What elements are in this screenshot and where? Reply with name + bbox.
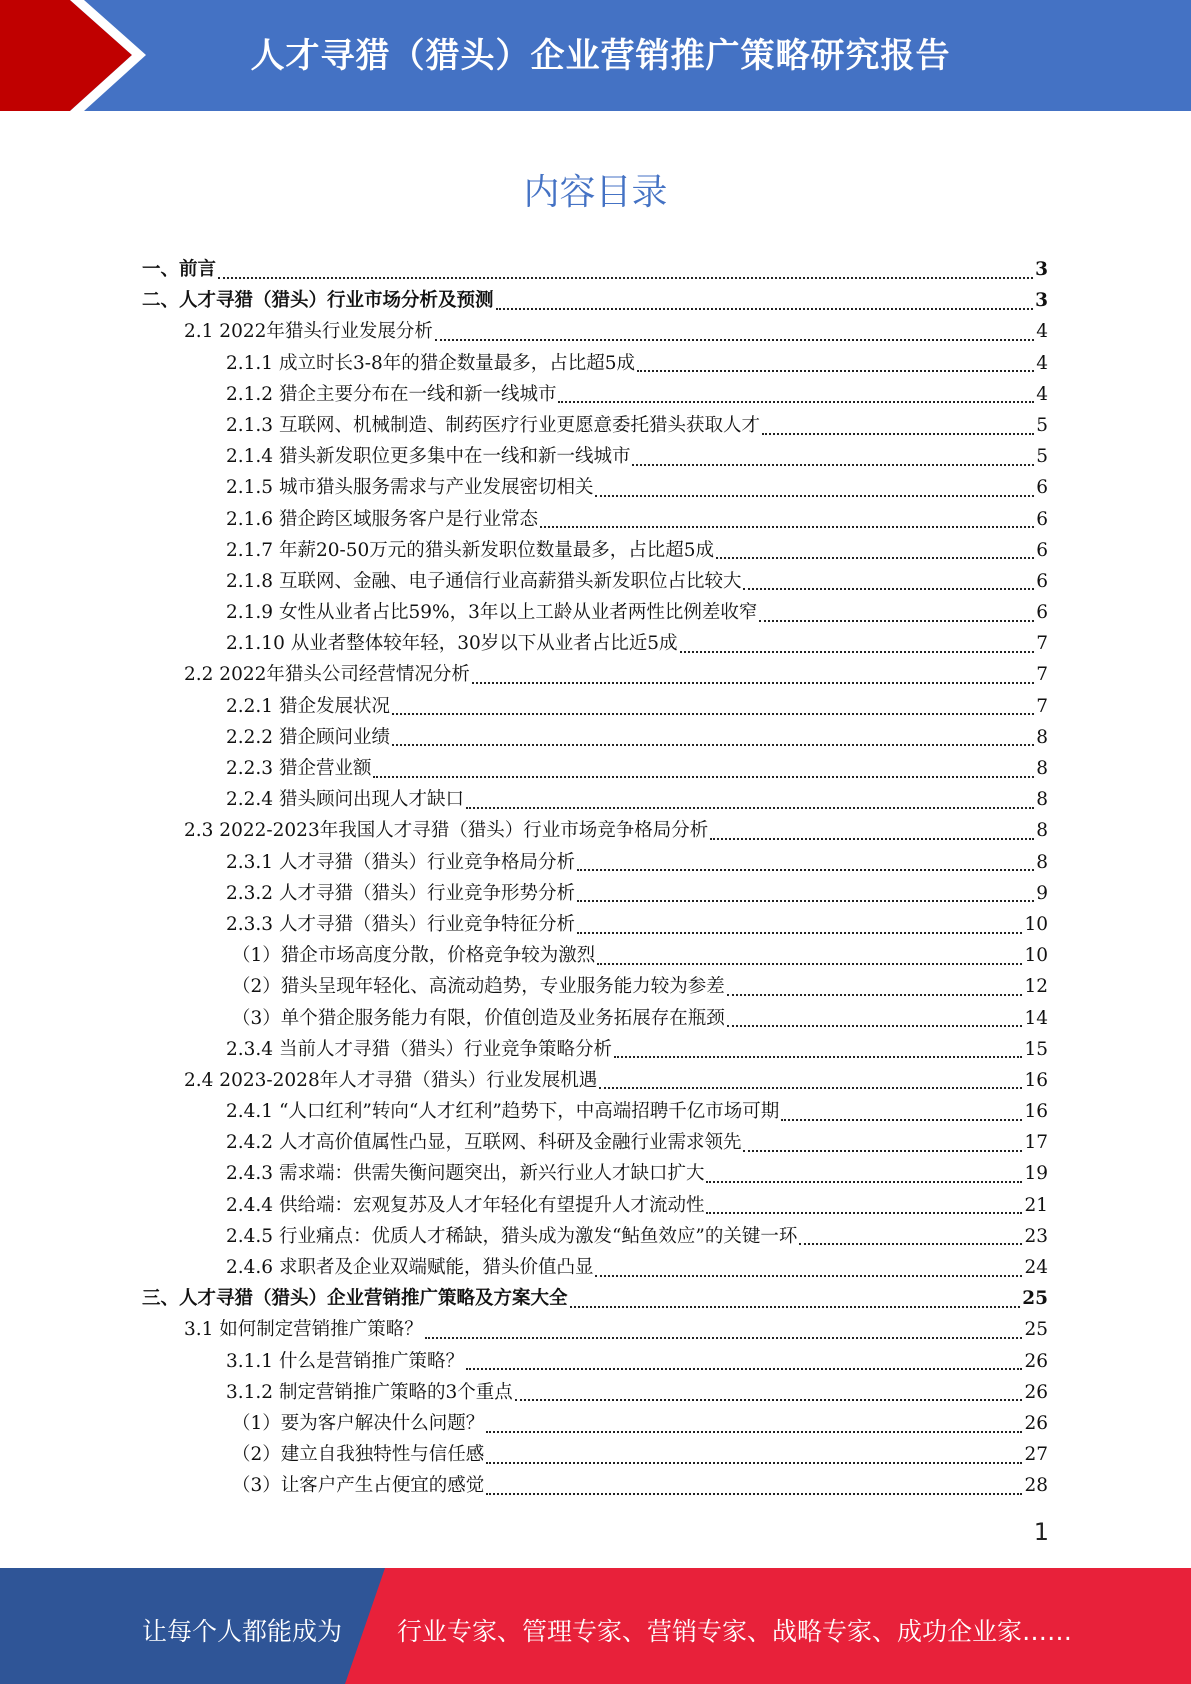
toc-entry[interactable]	[142, 1190, 1048, 1221]
toc-entry[interactable]	[142, 1158, 1048, 1189]
toc-entry[interactable]	[142, 535, 1048, 566]
toc-entry[interactable]	[142, 316, 1048, 347]
toc-leader-dots	[614, 1056, 1022, 1058]
toc-entry-page: 24	[1024, 1257, 1048, 1278]
toc-entry-page: 28	[1024, 1475, 1048, 1497]
toc-entry[interactable]	[142, 722, 1048, 753]
toc-entry-page: 6	[1036, 602, 1048, 624]
toc-entry-page: 9	[1036, 882, 1048, 904]
toc-entry-page: 7	[1036, 633, 1048, 655]
toc-entry[interactable]	[142, 753, 1048, 784]
toc-entry-page: 8	[1036, 820, 1048, 842]
toc-entry-page: 6	[1036, 539, 1048, 561]
toc-entry-text: 2.1.7 年薪20-50万元的猎头新发职位数量最多，占比超5成	[226, 539, 715, 561]
toc-leader-dots	[472, 682, 1034, 684]
page-number: 1	[1033, 1518, 1049, 1546]
toc-entry-page: 12	[1024, 976, 1048, 998]
toc-entry-page: 7	[1036, 695, 1048, 717]
toc-leader-dots	[632, 464, 1034, 466]
toc-entry-page: 4	[1036, 321, 1048, 343]
toc-entry[interactable]	[142, 410, 1048, 441]
toc-leader-dots	[486, 1462, 1022, 1464]
toc-entry-text: 2.4.3 需求端：供需失衡问题突出，新兴行业人才缺口扩大	[226, 1163, 705, 1185]
toc-entry-text: （3）单个猎企服务能力有限，价值创造及业务拓展存在瓶颈	[232, 1007, 725, 1029]
toc-leader-dots	[392, 713, 1034, 715]
toc-entry-page: 16	[1024, 1069, 1048, 1091]
toc-entry-page: 3	[1035, 290, 1048, 312]
toc-entry-text: 2.4 2023-2028年人才寻猎（猎头）行业发展机遇	[184, 1069, 598, 1091]
table-of-contents	[142, 254, 1048, 1502]
toc-entry[interactable]	[142, 1314, 1048, 1345]
toc-entry-text: 2.1 2022年猎头行业发展分析	[184, 321, 433, 343]
toc-entry-page: 10	[1024, 945, 1048, 967]
toc-leader-dots	[706, 1212, 1022, 1214]
toc-entry-text: 2.3.3 人才寻猎（猎头）行业竞争特征分析	[226, 913, 575, 935]
toc-entry[interactable]	[142, 847, 1048, 878]
toc-entry-page: 17	[1024, 1132, 1048, 1154]
toc-entry-text: （2）猎头呈现年轻化、高流动趋势，专业服务能力较为参差	[232, 976, 725, 998]
toc-entry-page: 27	[1024, 1444, 1048, 1466]
toc-entry[interactable]	[142, 1439, 1048, 1470]
toc-entry[interactable]	[142, 1034, 1048, 1065]
toc-leader-dots	[496, 308, 1034, 310]
toc-entry[interactable]	[142, 1346, 1048, 1377]
toc-entry-text: （1）猎企市场高度分散，价格竞争较为激烈	[232, 945, 596, 967]
toc-leader-dots	[599, 1087, 1022, 1089]
toc-entry-text: 2.4.5 行业痛点：优质人才稀缺，猎头成为激发“鲇鱼效应”的关键一环	[226, 1225, 798, 1247]
toc-leader-dots	[486, 1493, 1022, 1495]
toc-entry[interactable]	[142, 379, 1048, 410]
toc-leader-dots	[710, 838, 1034, 840]
toc-entry-text: 2.1.8 互联网、金融、电子通信行业高薪猎头新发职位占比较大	[226, 570, 742, 592]
toc-entry-text: 三、人才寻猎（猎头）企业营销推广策略及方案大全	[142, 1288, 568, 1310]
toc-leader-dots	[486, 1431, 1022, 1433]
toc-leader-dots	[637, 370, 1034, 372]
toc-entry-text: 2.2.1 猎企发展状况	[226, 695, 390, 717]
toc-entry[interactable]	[142, 441, 1048, 472]
toc-entry[interactable]	[142, 348, 1048, 379]
toc-entry-page: 4	[1036, 383, 1048, 405]
footer-slogan-right: 行业专家、管理专家、营销专家、战略专家、成功企业家……	[397, 1617, 1073, 1646]
toc-entry-text: 2.1.3 互联网、机械制造、制药医疗行业更愿意委托猎头获取人才	[226, 414, 760, 436]
toc-entry-text: 2.3.2 人才寻猎（猎头）行业竞争形势分析	[226, 882, 575, 904]
toc-entry-page: 6	[1036, 508, 1048, 530]
toc-entry-page: 5	[1036, 446, 1048, 468]
toc-entry-text: 2.2 2022年猎头公司经营情况分析	[184, 664, 470, 686]
header-banner	[0, 0, 1191, 111]
toc-entry[interactable]	[142, 1127, 1048, 1158]
toc-leader-dots	[759, 620, 1034, 622]
toc-leader-dots	[218, 277, 1033, 279]
toc-entry[interactable]	[142, 504, 1048, 535]
toc-leader-dots	[727, 994, 1023, 996]
toc-entry[interactable]	[142, 1065, 1048, 1096]
footer-slogan-left: 让每个人都能成为	[142, 1617, 343, 1646]
toc-entry-page: 26	[1024, 1381, 1048, 1403]
toc-entry[interactable]	[142, 597, 1048, 628]
toc-leader-dots	[595, 1275, 1022, 1277]
toc-entry-page: 5	[1036, 414, 1048, 436]
toc-entry-text: 2.1.5 城市猎头服务需求与产业发展密切相关	[226, 477, 594, 499]
toc-leader-dots	[435, 339, 1034, 341]
toc-entry-text: （3）让客户产生占便宜的感觉	[232, 1475, 485, 1497]
toc-entry[interactable]	[142, 815, 1048, 846]
toc-entry-text: （2）建立自我独特性与信任感	[232, 1444, 485, 1466]
toc-entry-page: 8	[1036, 789, 1048, 811]
toc-entry-text: 2.2.4 猎头顾问出现人才缺口	[226, 789, 464, 811]
toc-entry-page: 4	[1036, 352, 1048, 374]
toc-entry-text: （1）要为客户解决什么问题？	[232, 1412, 485, 1434]
toc-entry-page: 21	[1024, 1194, 1048, 1216]
toc-leader-dots	[597, 963, 1022, 965]
toc-leader-dots	[743, 588, 1034, 590]
toc-entry-page: 3	[1035, 259, 1048, 280]
toc-entry-page: 26	[1024, 1350, 1048, 1372]
toc-entry[interactable]	[142, 628, 1048, 659]
toc-leader-dots	[595, 495, 1034, 497]
toc-entry-text: 2.2.3 猎企营业额	[226, 758, 372, 779]
toc-leader-dots	[799, 1243, 1022, 1245]
toc-entry-text: 2.4.6 求职者及企业双端赋能，猎头价值凸显	[226, 1257, 594, 1278]
toc-entry-text: 2.1.4 猎头新发职位更多集中在一线和新一线城市	[226, 446, 631, 468]
toc-entry-text: 3.1 如何制定营销推广策略？	[184, 1319, 423, 1341]
toc-entry-page: 23	[1024, 1225, 1048, 1247]
toc-entry-page: 25	[1022, 1288, 1048, 1310]
toc-entry[interactable]	[142, 1096, 1048, 1127]
toc-entry[interactable]	[142, 1003, 1048, 1034]
toc-entry-page: 19	[1024, 1163, 1048, 1185]
toc-entry-text: 2.4.1 “人口红利”转向“人才红利”趋势下，中高端招聘千亿市场可期	[226, 1101, 780, 1123]
toc-entry[interactable]	[142, 659, 1048, 690]
toc-entry[interactable]	[142, 878, 1048, 909]
toc-leader-dots	[558, 401, 1034, 403]
toc-title: 内容目录	[523, 172, 668, 213]
toc-entry-page: 25	[1024, 1319, 1048, 1341]
toc-leader-dots	[540, 526, 1034, 528]
toc-entry-page: 14	[1024, 1007, 1048, 1029]
toc-entry-text: 2.4.2 人才高价值属性凸显，互联网、科研及金融行业需求领先	[226, 1132, 742, 1154]
toc-entry[interactable]	[142, 1377, 1048, 1408]
toc-leader-dots	[373, 776, 1034, 778]
toc-leader-dots	[577, 869, 1034, 871]
toc-entry-text: 2.1.1 成立时长3-8年的猎企数量最多，占比超5成	[226, 352, 636, 374]
toc-entry[interactable]	[142, 691, 1048, 722]
toc-entry[interactable]	[142, 254, 1048, 285]
toc-entry[interactable]	[142, 472, 1048, 503]
toc-entry-page: 6	[1036, 477, 1048, 499]
toc-leader-dots	[425, 1337, 1023, 1339]
toc-leader-dots	[706, 1181, 1022, 1183]
toc-entry[interactable]	[142, 1408, 1048, 1439]
toc-entry[interactable]	[142, 940, 1048, 971]
toc-entry-text: 2.1.6 猎企跨区域服务客户是行业常态	[226, 508, 538, 530]
toc-leader-dots	[466, 1368, 1022, 1370]
toc-entry-text: 2.4.4 供给端：宏观复苏及人才年轻化有望提升人才流动性	[226, 1194, 705, 1216]
toc-leader-dots	[743, 1150, 1022, 1152]
toc-entry-text: 2.1.10 从业者整体较年轻，30岁以下从业者占比近5成	[226, 633, 678, 655]
toc-entry-text: 3.1.2 制定营销推广策略的3个重点	[226, 1381, 513, 1403]
toc-leader-dots	[577, 900, 1034, 902]
toc-entry[interactable]	[142, 285, 1048, 316]
report-title: 人才寻猎（猎头）企业营销推广策略研究报告	[250, 36, 951, 76]
toc-entry-page: 16	[1024, 1101, 1048, 1123]
toc-leader-dots	[515, 1399, 1023, 1401]
toc-entry[interactable]	[142, 971, 1048, 1002]
toc-entry-page: 26	[1024, 1412, 1048, 1434]
toc-entry-text: 2.3.4 当前人才寻猎（猎头）行业竞争策略分析	[226, 1038, 612, 1060]
toc-entry[interactable]	[142, 1470, 1048, 1501]
toc-leader-dots	[781, 1119, 1022, 1121]
toc-entry[interactable]	[142, 566, 1048, 597]
toc-leader-dots	[570, 1306, 1021, 1308]
toc-entry[interactable]	[142, 1221, 1048, 1252]
toc-leader-dots	[762, 433, 1034, 435]
toc-leader-dots	[466, 807, 1034, 809]
toc-entry-page: 7	[1036, 664, 1048, 686]
toc-entry-text: 二、人才寻猎（猎头）行业市场分析及预测	[142, 290, 494, 312]
toc-entry-text: 2.1.2 猎企主要分布在一线和新一线城市	[226, 383, 557, 405]
toc-entry-page: 8	[1036, 758, 1048, 779]
toc-leader-dots	[392, 744, 1034, 746]
toc-entry-text: 一、前言	[142, 259, 217, 280]
toc-entry[interactable]	[142, 1283, 1048, 1314]
toc-leader-dots	[577, 932, 1022, 934]
toc-entry-page: 6	[1036, 570, 1048, 592]
toc-entry-page: 10	[1024, 913, 1048, 935]
toc-entry[interactable]	[142, 784, 1048, 815]
toc-entry-text: 2.2.2 猎企顾问业绩	[226, 726, 390, 748]
toc-entry-page: 15	[1024, 1038, 1048, 1060]
toc-leader-dots	[716, 557, 1034, 559]
toc-entry[interactable]	[142, 909, 1048, 940]
toc-entry-text: 2.1.9 女性从业者占比59%，3年以上工龄从业者两性比例差收窄	[226, 602, 758, 624]
toc-entry-text: 3.1.1 什么是营销推广策略？	[226, 1350, 464, 1372]
toc-entry-text: 2.3.1 人才寻猎（猎头）行业竞争格局分析	[226, 851, 575, 873]
toc-entry[interactable]	[142, 1252, 1048, 1283]
toc-entry-page: 8	[1036, 851, 1048, 873]
toc-leader-dots	[680, 651, 1035, 653]
toc-leader-dots	[727, 1025, 1023, 1027]
toc-entry-text: 2.3 2022-2023年我国人才寻猎（猎头）行业市场竞争格局分析	[184, 820, 709, 842]
toc-entry-page: 8	[1036, 726, 1048, 748]
